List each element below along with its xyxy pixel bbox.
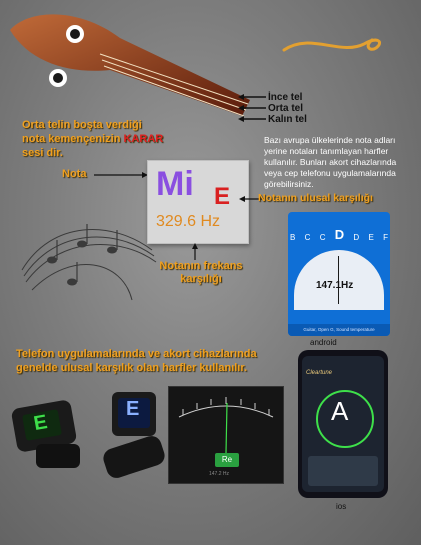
clip-tuner-2 [96,392,172,482]
karar-line1: Orta telin boşta verdiği [22,119,142,131]
kemence-illustration [10,8,260,118]
music-notes-icon [12,210,162,310]
karar-line2: nota kemençenizin [22,133,121,145]
note-card [147,160,249,244]
nota-arrow-icon [94,170,150,180]
note-name: Mi [156,165,194,203]
clip-tuner-1 [14,404,92,468]
dial-scale [169,387,283,483]
ios-brand: Cleartune [306,370,333,376]
tuner-footer: Guitar, Open G, Sound temperature [288,324,390,336]
letters-description: Bazı avrupa ülkelerinde nota adları yerine notaları tanımlayan harfler kullanılır. Bunları akort cihazlarında veya cep telefonu uygulamalarında görebilirsiniz. [264,135,397,189]
scale-note: C [304,233,311,242]
note-frequency: 329.6 Hz [156,213,221,230]
ios-letter: A [331,396,349,426]
scale-note: E [368,233,374,242]
telefon-text: Telefon uygulamalarında ve akort cihazlarında genelde ulusal karşılık olan harfler kullanılır. [16,348,257,374]
nota-label: Nota [62,168,87,180]
ios-keys [308,456,378,486]
scale-note: B [290,233,296,242]
swirl-ornament-icon [280,28,390,58]
orta-tel-label: Orta tel [268,103,304,114]
frekans-arrow-icon [190,242,200,262]
karar-highlight: KARAR [123,133,164,145]
frekans-label: Notanın frekans karşılığı [159,260,243,285]
android-caption: android [310,338,337,347]
scale-note: C [319,233,326,242]
note-letter: E [214,183,231,210]
dial-tuner [168,386,284,484]
scale-note: D [353,233,360,242]
ios-screen [302,356,384,492]
karar-text [22,118,242,160]
ulusal-label: Notanın ulusal karşılığı [258,192,373,204]
scale-note: F [383,233,388,242]
tuner-reading: 147.1Hz [316,280,354,291]
scale-note: D [334,227,345,242]
ince-tel-label: İnce tel [268,92,303,103]
ios-phone [298,350,388,498]
karar-line3: sesi dir. [22,147,63,159]
dial-note: Re [215,453,239,467]
android-tuner-screenshot [288,212,390,336]
dial-freq: 147.2 Hz [209,471,230,477]
clip-tuner-1-letter: E [32,411,50,435]
ios-caption: ios [336,502,347,511]
clip-tuner-2-letter: E [126,398,140,420]
kalin-tel-label: Kalın tel [268,114,307,125]
note-scale [290,228,388,242]
